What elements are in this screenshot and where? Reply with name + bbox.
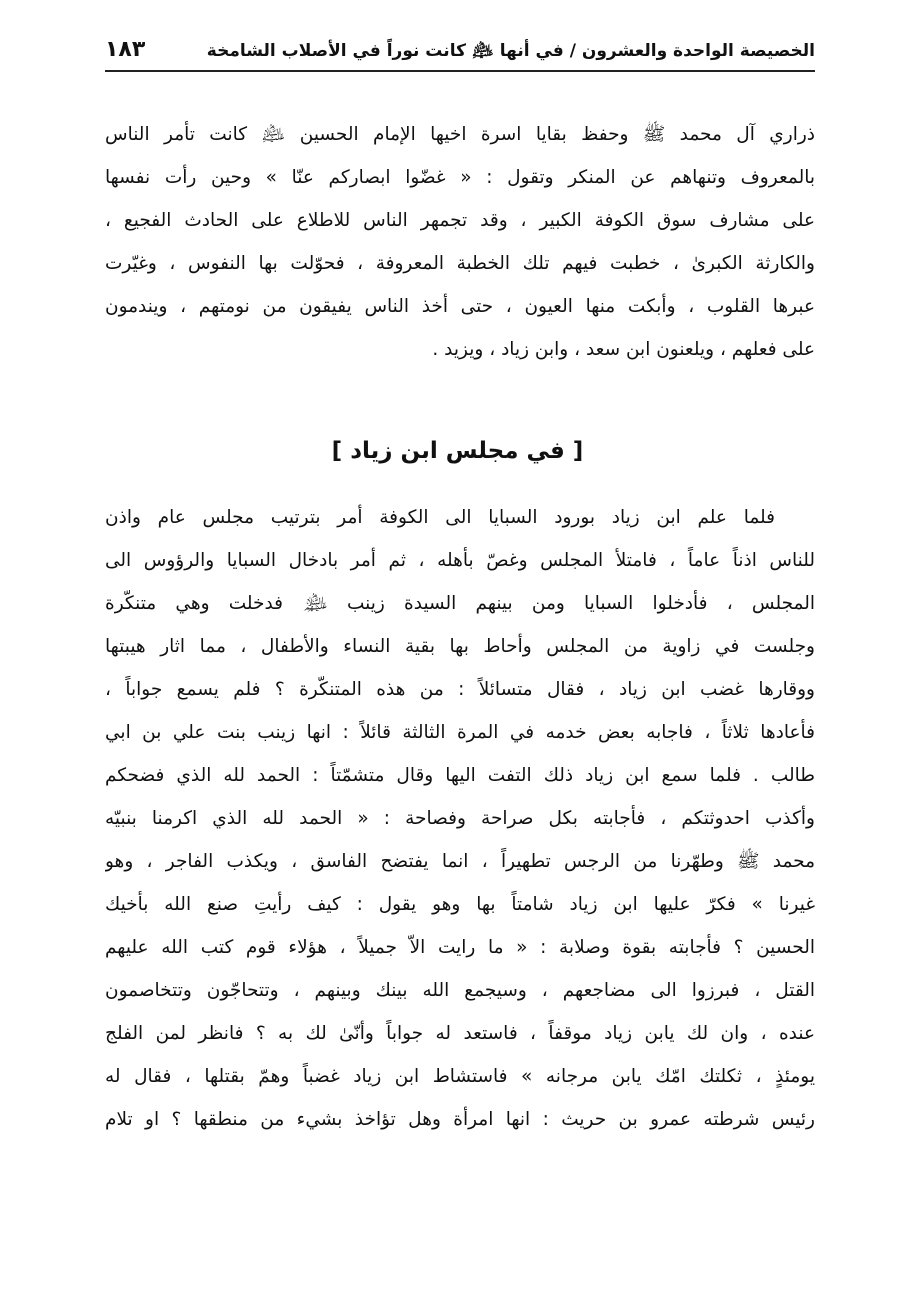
paragraph-1 — [105, 113, 815, 371]
page-number: ١٨٣ — [105, 37, 146, 62]
text-line: عنده ، وان لك يابن زياد موقفاً ، فاستعد له جواباً وأنّىٰ لك به ؟ فانظر لمن الفلج — [105, 1023, 815, 1044]
text-line: الحسين ؟ فأجابته بقوة وصلابة : « ما رايت الاّ جميلاً ، هؤلاء قوم كتب الله عليهم — [105, 937, 815, 958]
text-line: رئيس شرطته عمرو بن حريث : انها امرأة وهل تؤاخذ بشيء من منطقها ؟ او تلام — [105, 1109, 815, 1130]
running-header — [105, 36, 815, 72]
text-line: على مشارف سوق الكوفة الكبير ، وقد تجمهر الناس للاطلاع على الحادث الفجيع ، — [105, 210, 815, 231]
text-line: طالب . فلما سمع ابن زياد ذلك التفت اليها وقال متشمّتاً : الحمد لله الذي فضحكم — [105, 765, 815, 786]
text-line: والكارثة الكبرىٰ ، خطبت فيهم تلك الخطبة المعروفة ، فحوّلت بها النفوس ، وغيّرت — [105, 253, 815, 274]
text-line: عبرها القلوب ، وأبكت منها العيون ، حتى أخذ الناس يفيقون من نومتهم ، ويندمون — [105, 296, 815, 317]
paragraph-2 — [105, 496, 815, 1141]
text-line: يومئذٍ ، ثكلتك امّك يابن مرجانه » فاستشاط ابن زياد غضباً وهمّ بقتلها ، فقال له — [105, 1066, 815, 1087]
text-line: ذراري آل محمد ﷺ وحفظ بقايا اسرة اخيها الإمام الحسين ﵇ كانت تأمر الناس — [105, 124, 815, 145]
text-line: فلما علم ابن زياد بورود السبايا الى الكوفة أمر بترتيب مجلس عام واذن — [105, 507, 775, 528]
running-title: الخصيصة الواحدة والعشرون / في أنها ﵇ كانت نوراً في الأصلاب الشامخة — [206, 41, 815, 61]
text-line: وأكذب احدوثتكم ، فأجابته بكل صراحة وفصاحة : « الحمد لله الذي اكرمنا بنبيّه — [105, 808, 815, 829]
text-line: المجلس ، فأدخلوا السبايا ومن بينهم السيدة زينب ﵈ فدخلت وهي متنكّرة — [105, 593, 815, 614]
text-line: على فعلهم ، ويلعنون ابن سعد ، وابن زياد ، ويزيد . — [432, 339, 815, 360]
text-line: غيرنا » فكرّ عليها ابن زياد شامتاً بها وهو يقول : كيف رأيتِ صنع الله بأخيك — [105, 894, 815, 915]
text-line: محمد ﷺ وطهّرنا من الرجس تطهيراً ، انما يفتضح الفاسق ، ويكذب الفاجر ، وهو — [105, 851, 815, 872]
text-line: فأعادها ثلاثاً ، فاجابه بعض خدمه في المرة الثالثة قائلاً : انها زينب بنت علي بن ابي — [105, 722, 815, 743]
text-line: للناس اذناً عاماً ، فامتلأ المجلس وغصّ بأهله ، ثم أمر بادخال السبايا والرؤوس الى — [105, 550, 815, 571]
section-heading: [ في مجلس ابن زياد ] — [331, 438, 584, 464]
text-line: بالمعروف وتنهاهم عن المنكر وتقول : « غضّوا ابصاركم عنّا » وحين رأت نفسها — [105, 167, 815, 188]
text-line: وجلست في زاوية من المجلس وأحاط بها بقية النساء والأطفال ، مما اثار هيبتها — [105, 636, 815, 657]
text-line: القتل ، فبرزوا الى مضاجعهم ، وسيجمع الله بينك وبينهم ، وتتحاجّون وتتخاصمون — [105, 980, 815, 1001]
text-line: ووقارها غضب ابن زياد ، فقال متسائلاً : من هذه المتنكّرة ؟ فلم يسمع جواباً ، — [105, 679, 815, 700]
